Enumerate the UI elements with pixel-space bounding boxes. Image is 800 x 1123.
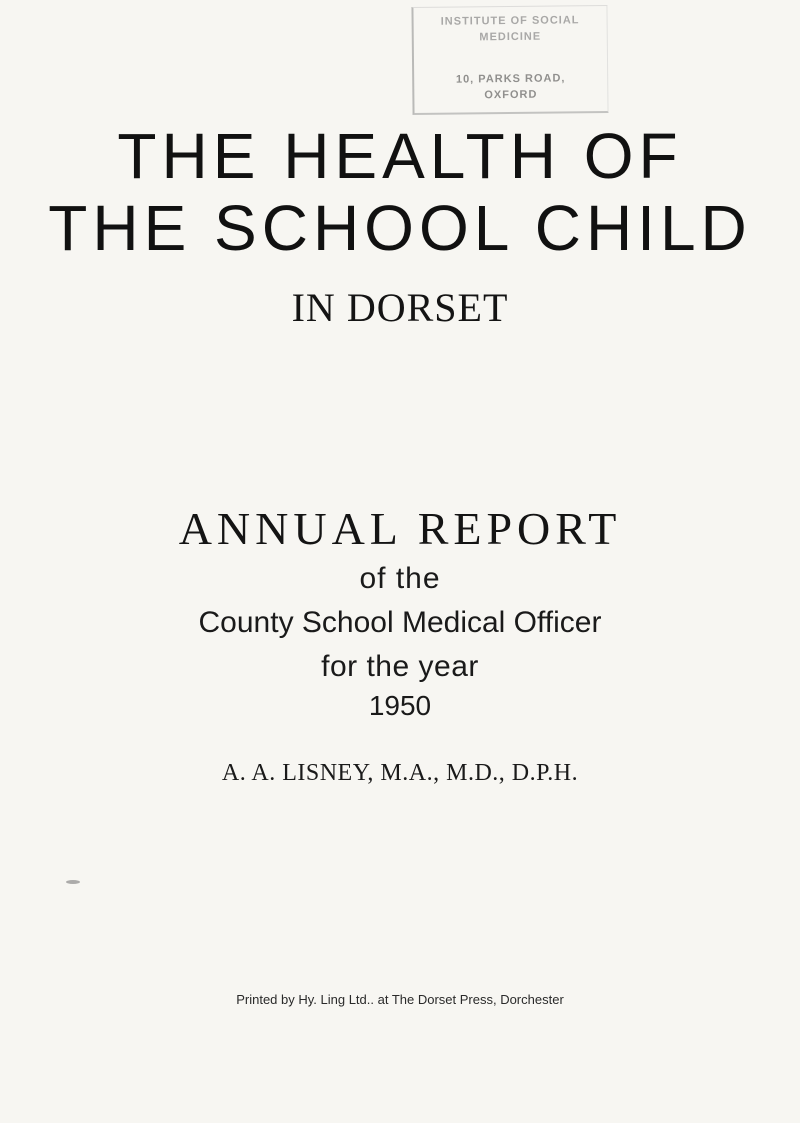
ink-mark — [66, 880, 80, 884]
stamp-line-city: OXFORD — [484, 88, 538, 102]
title-line-2: THE SCHOOL CHILD — [48, 192, 752, 264]
report-for-year: for the year — [321, 650, 479, 683]
stamp-line-institute: INSTITUTE OF SOCIAL — [440, 14, 580, 28]
report-heading: ANNUAL REPORT — [178, 503, 622, 554]
library-stamp — [411, 5, 608, 115]
title-line-1: THE HEALTH OF — [117, 120, 683, 192]
printer-imprint: Printed by Hy. Ling Ltd.. at The Dorset Press, Dorchester — [236, 992, 564, 1007]
report-year: 1950 — [368, 690, 432, 721]
stamp-line-medicine: MEDICINE — [479, 30, 542, 44]
report-officer: County School Medical Officer — [198, 606, 602, 639]
report-of-the: of the — [359, 562, 441, 595]
title-subtitle: IN DORSET — [291, 285, 509, 330]
stamp-line-address: 10, PARKS ROAD, — [455, 72, 566, 86]
author-credit: A. A. LISNEY, M.A., M.D., D.P.H. — [221, 760, 579, 786]
